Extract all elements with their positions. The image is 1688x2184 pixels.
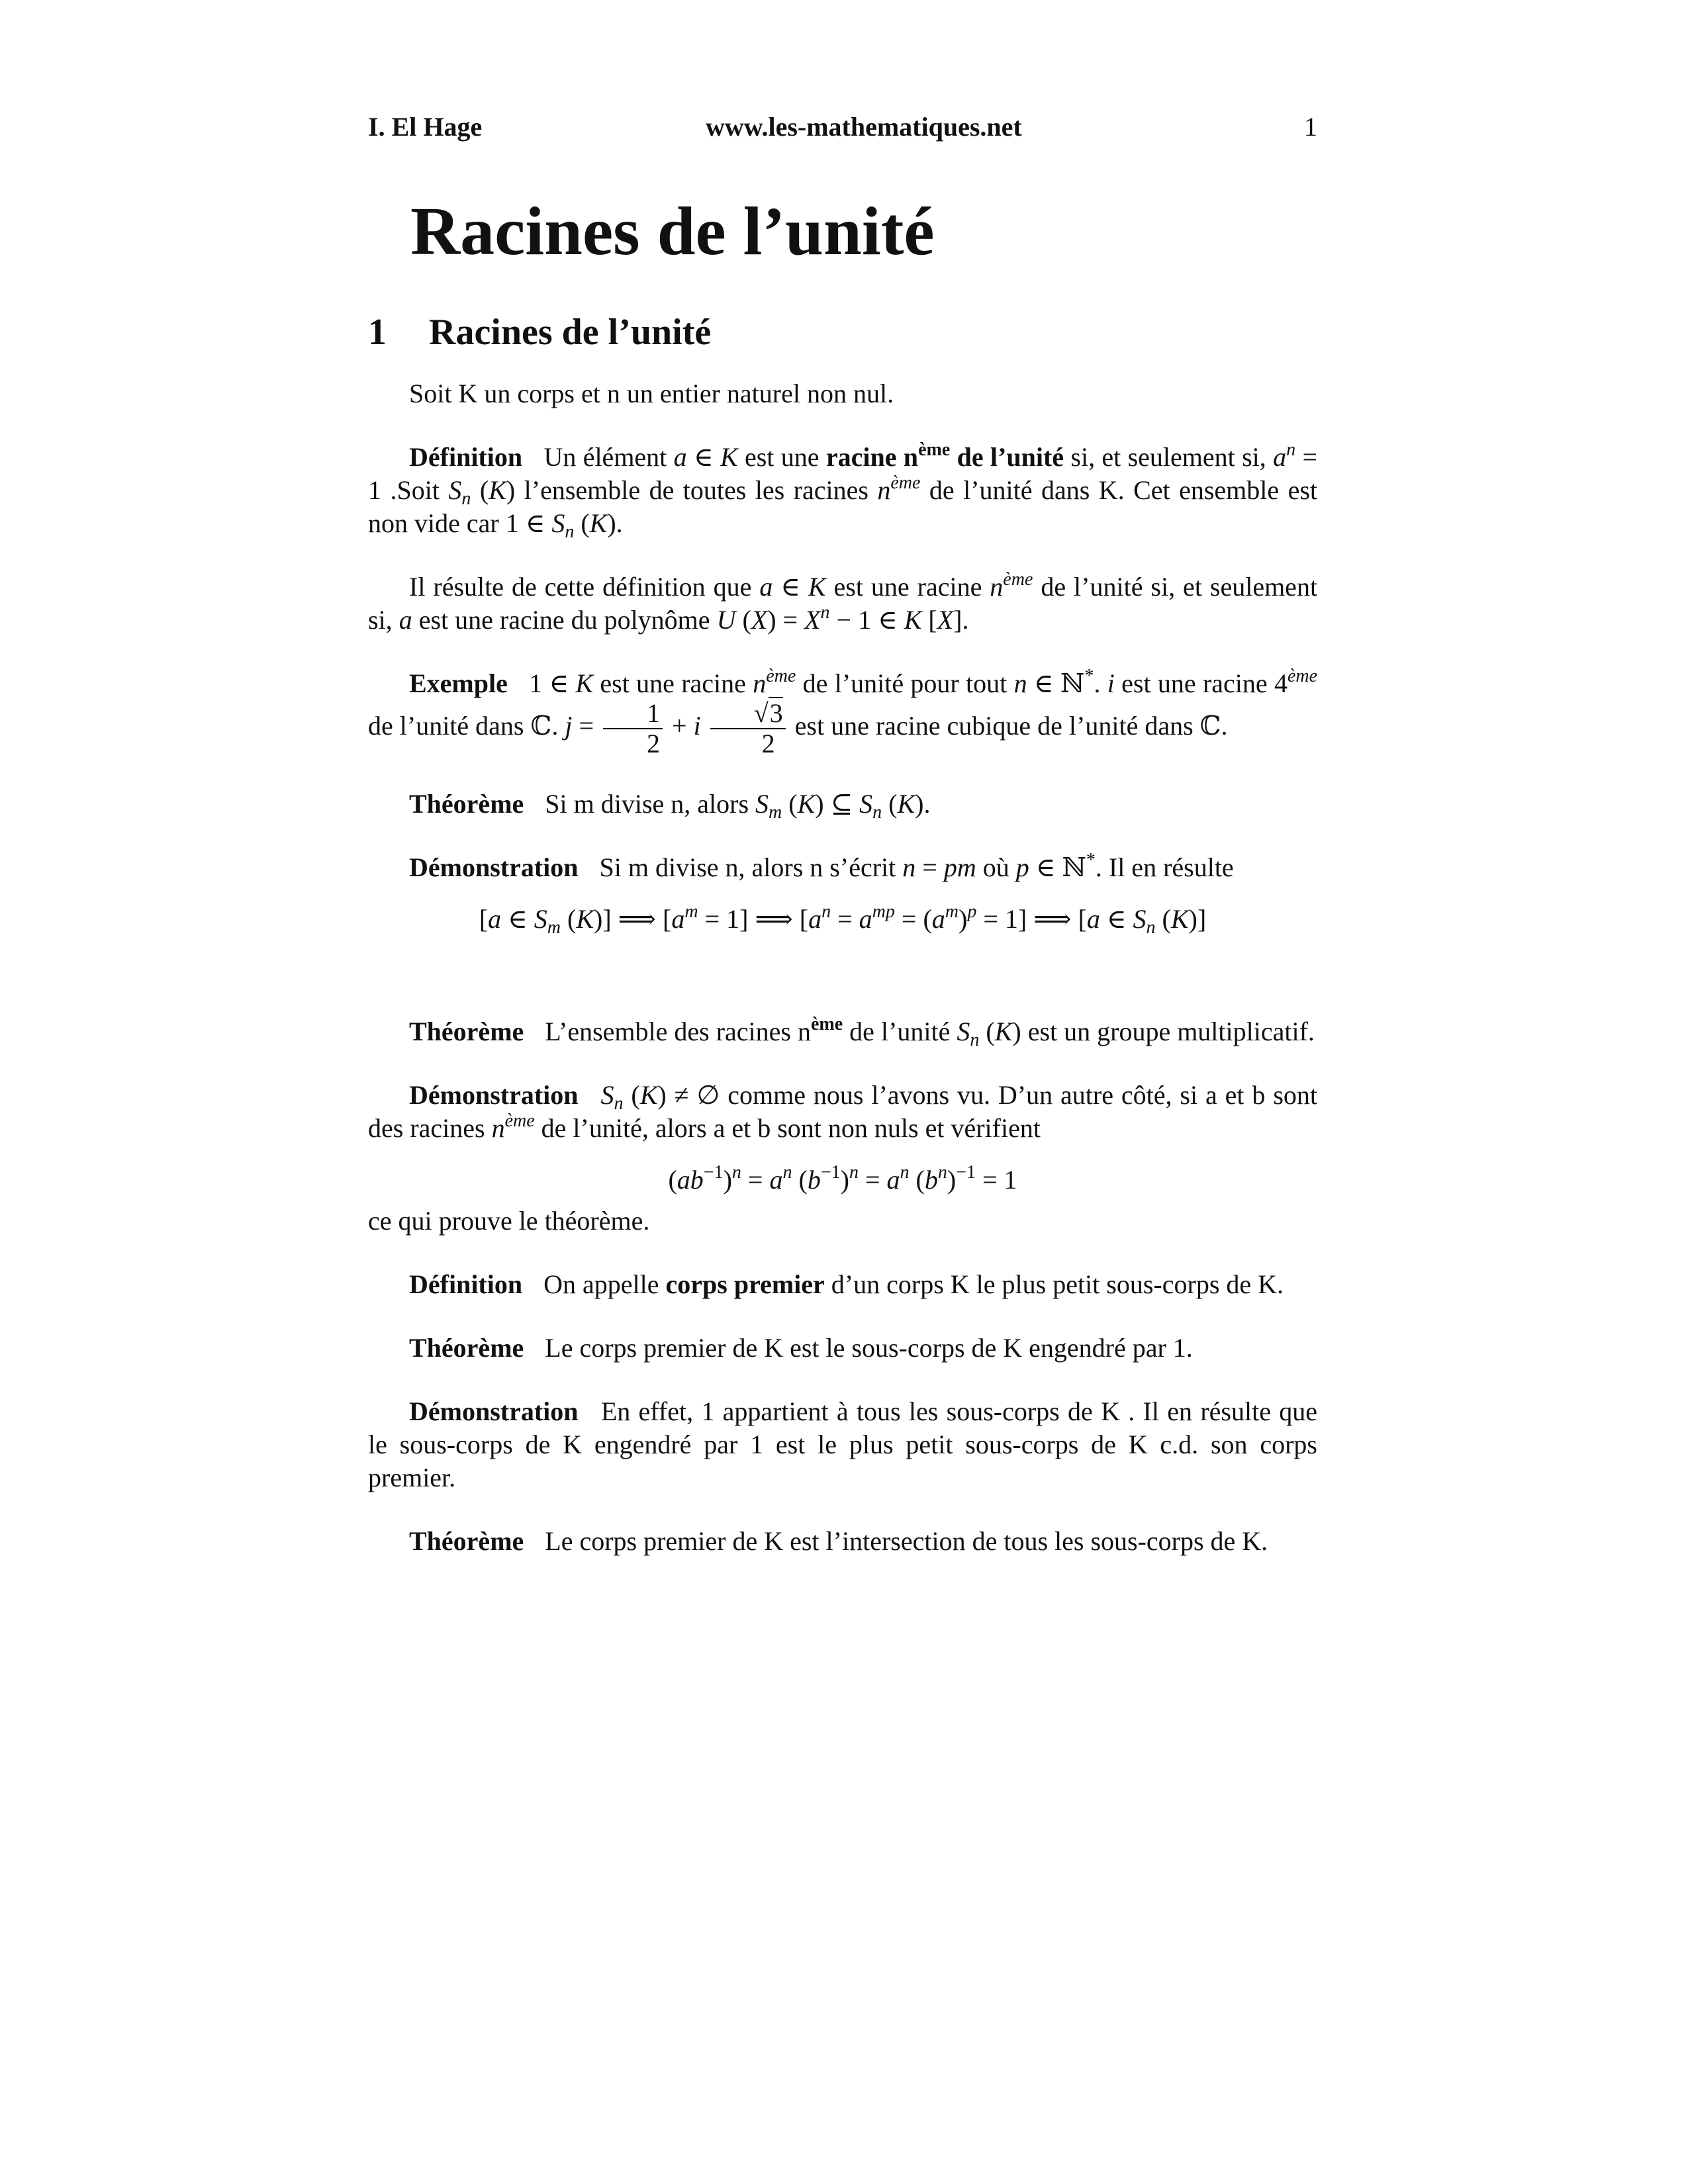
definition-term: racine $n^{ème}$ de l’unité xyxy=(825,439,1064,472)
definition-text: .Soit xyxy=(390,475,440,505)
example-text: est une racine xyxy=(1121,668,1268,698)
definition-text: On appelle xyxy=(543,1269,659,1299)
demonstration-text: En effet, 1 appartient à tous les sous-corps de K . Il en résulte que le sous-corps de K engendré par 1 est le plus petit sous-corps de K c.d. son corps premier. xyxy=(368,1396,1317,1492)
demonstration-text: de l’unité, alors a et b sont non nuls et vérifient xyxy=(541,1113,1041,1143)
header-url[interactable]: www.les-mathematiques.net xyxy=(706,112,1022,142)
demonstration-label: Démonstration xyxy=(409,1396,579,1426)
demonstration-label: Démonstration xyxy=(409,852,579,882)
example-text: de l’unité dans ℂ. xyxy=(368,711,559,741)
theorem-label: Théorème xyxy=(409,1526,524,1556)
demonstration-text: . Il en résulte xyxy=(1095,852,1234,882)
definition-nth-root: Définition Un élément a ∈ K est une racine $n^{ème}$ de l’unité si, et seulement si, $a^n = 1$ .Soit $S_n$ (K) l’ensemble de toutes les racines $n^{ème}$ de l’unité dans K. Cet ensemble est non vide car 1 ∈ $S_n$ (K). xyxy=(368,439,1318,542)
demonstration-text: où xyxy=(982,852,1009,882)
paragraph-text: Il résulte de cette définition que xyxy=(409,572,752,602)
theorem-prime-field-generated xyxy=(368,1332,1317,1365)
demonstration-prime-field xyxy=(368,1395,1317,1494)
definition-text: si, et seulement si, xyxy=(1070,442,1266,472)
definition-text: Un élément xyxy=(543,442,667,472)
section-heading xyxy=(368,311,711,353)
intro-paragraph: Soit K un corps et n un entier naturel non nul. xyxy=(409,379,894,408)
conclusion-text: ce qui prouve le théorème. xyxy=(368,1206,650,1236)
definition-text: de l’unité dans K. Cet ensemble est non vide car xyxy=(368,475,1318,538)
display-equation-implication: [a ∈ $S_m$ (K)] ⟹ $[a^m = 1]$ ⟹ $[a^n = a^{mp} = (a^m)^p = 1]$ ⟹ [a ∈ $S_n$ (K)] xyxy=(479,901,1207,938)
example-label: Exemple xyxy=(409,668,508,698)
theorem-text: est un groupe multiplicatif. xyxy=(1027,1017,1315,1046)
theorem-text: de l’unité xyxy=(849,1017,951,1046)
theorem-subgroup: Théorème Si m divise n, alors $S_m$ (K) ⊆ $S_n$ (K). xyxy=(409,789,931,823)
header-author: I. El Hage xyxy=(368,112,483,142)
definition-term: corps premier xyxy=(665,1269,825,1299)
demonstration-text: comme nous l’avons vu. D’un autre côté, si a et b sont des racines xyxy=(368,1080,1318,1143)
section-number: 1 xyxy=(368,312,387,353)
example-paragraph: Exemple 1 ∈ K est une racine $n^{ème}$ de l’unité pour tout n ∈ ℕ*. i est une racine 4ème de l’unité dans ℂ. j = $\frac{1}{2}$ + i $\frac{√3}{2}$ est une racine cubique de l’unité dans ℂ. xyxy=(368,666,1318,758)
example-text: est une racine xyxy=(600,668,746,698)
fraction-sqrt3-half: $\frac{√3}{2}$ xyxy=(710,700,786,757)
display-equation-inverse: $(ab^{-1})^n = a^n$ $(b^{-1})^n = a^n$ $(b^n)^{-1} = 1$ xyxy=(668,1162,1017,1195)
consequence-paragraph: Il résulte de cette définition que a ∈ K est une racine $n^{ème}$ de l’unité si, et seulement si, a est une racine du polynôme U $(X) = X^n - 1$ ∈ K [X]. xyxy=(368,569,1318,635)
theorem-group: Théorème L’ensemble des racines $n^{ème}$ de l’unité $S_n$ (K) est un groupe multiplicatif. xyxy=(409,1014,1315,1050)
demonstration-label: Démonstration xyxy=(409,1080,579,1110)
theorem-text: L’ensemble des racines n xyxy=(545,1017,811,1046)
demonstration-subgroup: Démonstration Si m divise n, alors n s’écrit n = pm où p ∈ ℕ*. Il en résulte xyxy=(409,850,1234,882)
definition-text: l’ensemble de toutes les racines xyxy=(524,475,868,505)
theorem-text: Si m divise n, alors xyxy=(545,789,749,819)
definition-label: Définition xyxy=(409,1269,523,1299)
theorem-label: Théorème xyxy=(409,1017,524,1046)
paragraph-text: est une racine xyxy=(833,572,982,602)
definition-label: Définition xyxy=(409,442,523,472)
definition-text: est une xyxy=(744,442,820,472)
fraction-half: $\frac{1}{2}$ xyxy=(603,700,663,757)
example-text: de l’unité pour tout xyxy=(802,668,1008,698)
paragraph-text: de l’unité si, et seulement si, xyxy=(368,572,1318,635)
document-body xyxy=(368,377,1317,1558)
page-header xyxy=(368,111,1317,148)
paragraph-text: est une racine du polynôme xyxy=(418,605,710,635)
theorem-text: Le corps premier de K est l’intersection de tous les sous-corps de K. xyxy=(545,1526,1268,1556)
theorem-prime-field-intersection xyxy=(368,1525,1317,1558)
theorem-label: Théorème xyxy=(409,1333,524,1363)
section-title-text: Racines de l’unité xyxy=(429,312,712,353)
demonstration-text: Si m divise n, alors n s’écrit xyxy=(599,852,896,882)
document-title: Racines de l’unité xyxy=(410,193,935,269)
theorem-label: Théorème xyxy=(409,789,524,819)
header-page-number: 1 xyxy=(1304,112,1317,142)
demonstration-group: Démonstration $S_n$ (K) ≠ ∅ comme nous l’avons vu. D’un autre côté, si a et b sont des racines $n^{ème}$ de l’unité, alors a et b sont non nuls et vérifient xyxy=(368,1080,1318,1143)
definition-prime-field xyxy=(368,1268,1317,1301)
example-text: est une racine cubique de l’unité dans ℂ. xyxy=(794,711,1228,741)
definition-text: d’un corps K le plus petit sous-corps de K. xyxy=(831,1269,1284,1299)
theorem-text: Le corps premier de K est le sous-corps de K engendré par 1. xyxy=(545,1333,1193,1363)
